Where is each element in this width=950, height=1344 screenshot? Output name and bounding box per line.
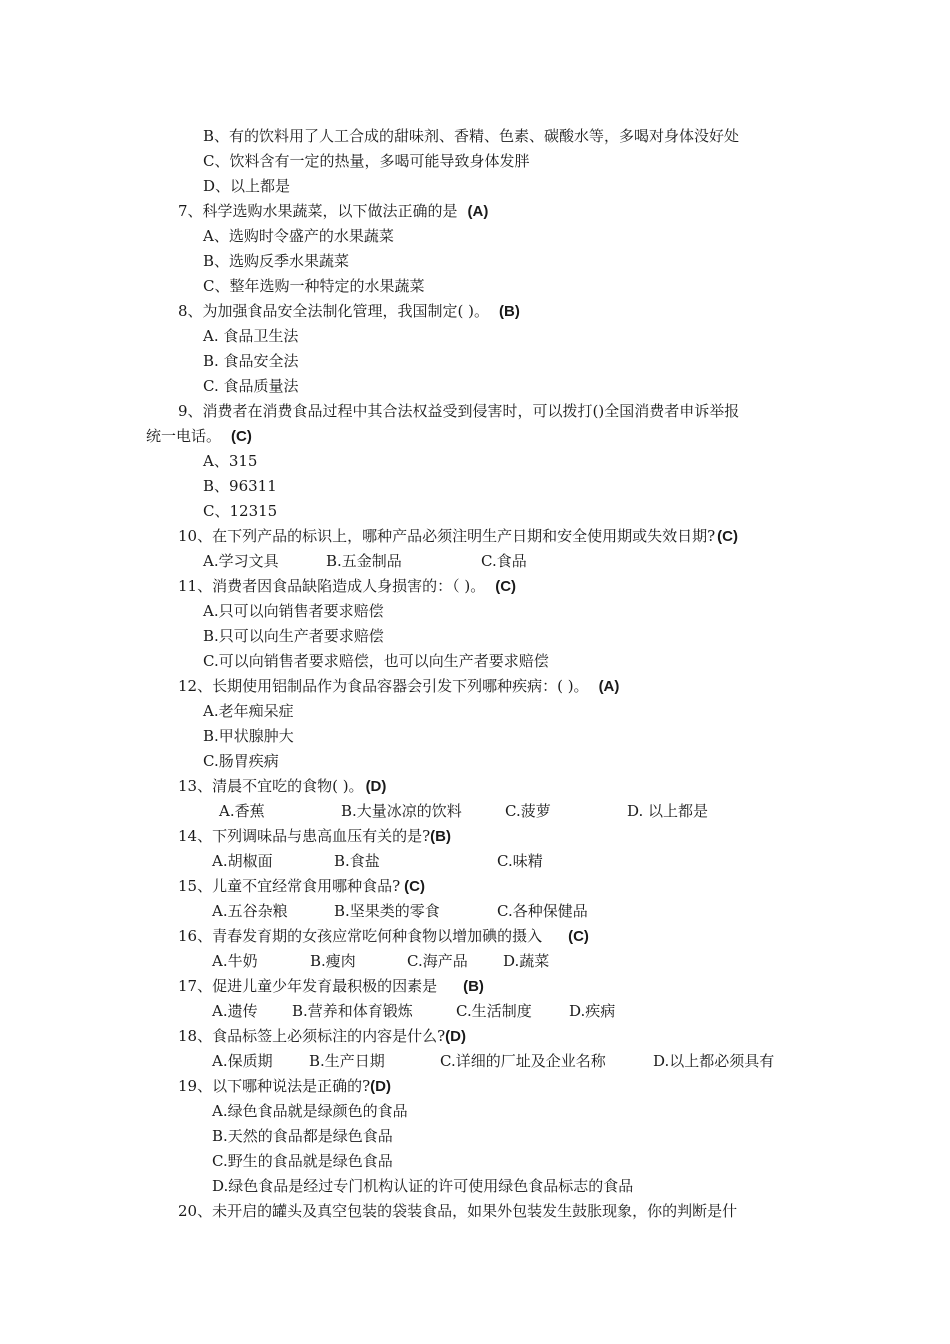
answer-label: (C)	[404, 878, 425, 895]
option-line: C.野生的食品就是绿色食品	[212, 1152, 393, 1170]
question-text: 12、长期使用铝制品作为食品容器会引发下列哪种疾病：( )。	[178, 677, 589, 695]
answer-label: (D)	[370, 1078, 391, 1095]
option: A.五谷杂粮	[212, 902, 288, 920]
option-line: B.天然的食品都是绿色食品	[212, 1127, 393, 1145]
question-19	[178, 1074, 391, 1099]
question-text: 14、下列调味品与患高血压有关的是?	[178, 827, 431, 845]
option: A.胡椒面	[212, 852, 273, 870]
answer-label: (C)	[231, 428, 252, 445]
option: C.味精	[497, 852, 543, 870]
question-14	[178, 824, 451, 849]
option: C.详细的厂址及企业名称	[440, 1052, 606, 1070]
option-line: B.甲状腺肿大	[203, 727, 294, 745]
option: A.保质期	[212, 1052, 273, 1070]
question-text: 17、促进儿童少年发育最积极的因素是	[178, 977, 438, 995]
option-row	[0, 999, 950, 1024]
option: B.营养和体育锻炼	[292, 1002, 413, 1020]
option: B.瘦肉	[310, 952, 356, 970]
option: A.学习文具	[203, 552, 279, 570]
option: C.生活制度	[456, 1002, 532, 1020]
question-text: 20、未开启的罐头及真空包装的袋装食品，如果外包装发生鼓胀现象，你的判断是什	[178, 1202, 738, 1220]
question-text: 统一电话。	[146, 427, 222, 445]
option-row	[0, 549, 950, 574]
answer-label: (D)	[365, 778, 387, 795]
option-row	[0, 899, 950, 924]
option-line: C、整年选购一种特定的水果蔬菜	[203, 277, 425, 295]
option-line: B、选购反季水果蔬菜	[203, 252, 350, 270]
option: B.五金制品	[326, 552, 402, 570]
option-line: A、选购时令盛产的水果蔬菜	[203, 227, 394, 245]
option: C.各种保健品	[497, 902, 588, 920]
option-line: D.绿色食品是经过专门机构认证的许可使用绿色食品标志的食品	[212, 1177, 634, 1195]
option-line: B. 食品安全法	[203, 352, 299, 370]
question-text: 11、消费者因食品缺陷造成人身损害的：（ )。	[178, 577, 486, 595]
question-8	[178, 299, 520, 324]
option: D.蔬菜	[503, 952, 550, 970]
option-row	[0, 1049, 950, 1074]
question-17	[178, 974, 484, 999]
option: A.香蕉	[219, 802, 265, 820]
answer-label: (D)	[445, 1028, 466, 1045]
answer-label: (C)	[717, 528, 738, 545]
option-row	[0, 849, 950, 874]
answer-label: (B)	[463, 978, 484, 995]
option: B.食盐	[334, 852, 380, 870]
option-row	[0, 799, 950, 824]
option-line: A、315	[203, 452, 258, 470]
question-15	[178, 874, 425, 899]
option: B.生产日期	[309, 1052, 385, 1070]
question-10	[178, 524, 738, 549]
question-text: 16、青春发育期的女孩应常吃何种食物以增加碘的摄入	[178, 927, 543, 945]
option: D.疾病	[569, 1002, 616, 1020]
question-9-continuation	[146, 424, 252, 449]
question-9	[178, 399, 739, 424]
option: A.遗传	[212, 1002, 258, 1020]
option: B.坚果类的零食	[334, 902, 440, 920]
option: C.海产品	[407, 952, 468, 970]
question-16	[178, 924, 589, 949]
question-text: 19、以下哪种说法是正确的?	[178, 1077, 371, 1095]
question-7	[178, 199, 488, 224]
option-line: A. 食品卫生法	[203, 327, 299, 345]
question-text: 18、食品标签上必须标注的内容是什么?	[178, 1027, 446, 1045]
question-12	[178, 674, 619, 699]
answer-label: (A)	[598, 678, 620, 695]
option-line: C、饮料含有一定的热量，多喝可能导致身体发胖	[203, 152, 530, 170]
option: B.大量冰凉的饮料	[341, 802, 462, 820]
question-13	[178, 774, 386, 799]
question-text: 9、消费者在消费食品过程中其合法权益受到侵害时，可以拨打()全国消费者申诉举报	[178, 402, 740, 420]
option: C.菠萝	[505, 802, 551, 820]
option: C.食品	[481, 552, 527, 570]
answer-label: (C)	[568, 928, 589, 945]
option-line: A.老年痴呆症	[203, 702, 294, 720]
question-11	[178, 574, 516, 599]
option-row	[0, 949, 950, 974]
question-20	[178, 1199, 737, 1224]
answer-label: (B)	[430, 828, 451, 845]
option: D. 以上都是	[627, 802, 709, 820]
option-line: B、有的饮料用了人工合成的甜味剂、香精、色素、碳酸水等，多喝对身体没好处	[203, 127, 740, 145]
question-text: 8、为加强食品安全法制化管理，我国制定( )。	[178, 302, 490, 320]
question-text: 13、清晨不宜吃的食物( )。	[178, 777, 364, 795]
question-text: 10、在下列产品的标识上，哪种产品必须注明生产日期和安全使用期或失效日期?	[178, 527, 716, 545]
option-line: C、12315	[203, 502, 278, 520]
option-line: C.可以向销售者要求赔偿，也可以向生产者要求赔偿	[203, 652, 549, 670]
option-line: A.只可以向销售者要求赔偿	[203, 602, 384, 620]
answer-label: (A)	[467, 203, 489, 220]
question-text: 15、儿童不宜经常食用哪种食品?	[178, 877, 401, 895]
option-line: D、以上都是	[203, 177, 291, 195]
option-line: C. 食品质量法	[203, 377, 299, 395]
answer-label: (C)	[495, 578, 517, 595]
option: D.以上都必须具有	[653, 1052, 775, 1070]
option-line: C.肠胃疾病	[203, 752, 279, 770]
answer-label: (B)	[499, 303, 520, 320]
option-line: B.只可以向生产者要求赔偿	[203, 627, 384, 645]
question-18	[178, 1024, 466, 1049]
option-line: B、96311	[203, 477, 277, 495]
question-text: 7、科学选购水果蔬菜，以下做法正确的是	[178, 202, 458, 220]
option: A.牛奶	[212, 952, 258, 970]
option-line: A.绿色食品就是绿颜色的食品	[212, 1102, 408, 1120]
